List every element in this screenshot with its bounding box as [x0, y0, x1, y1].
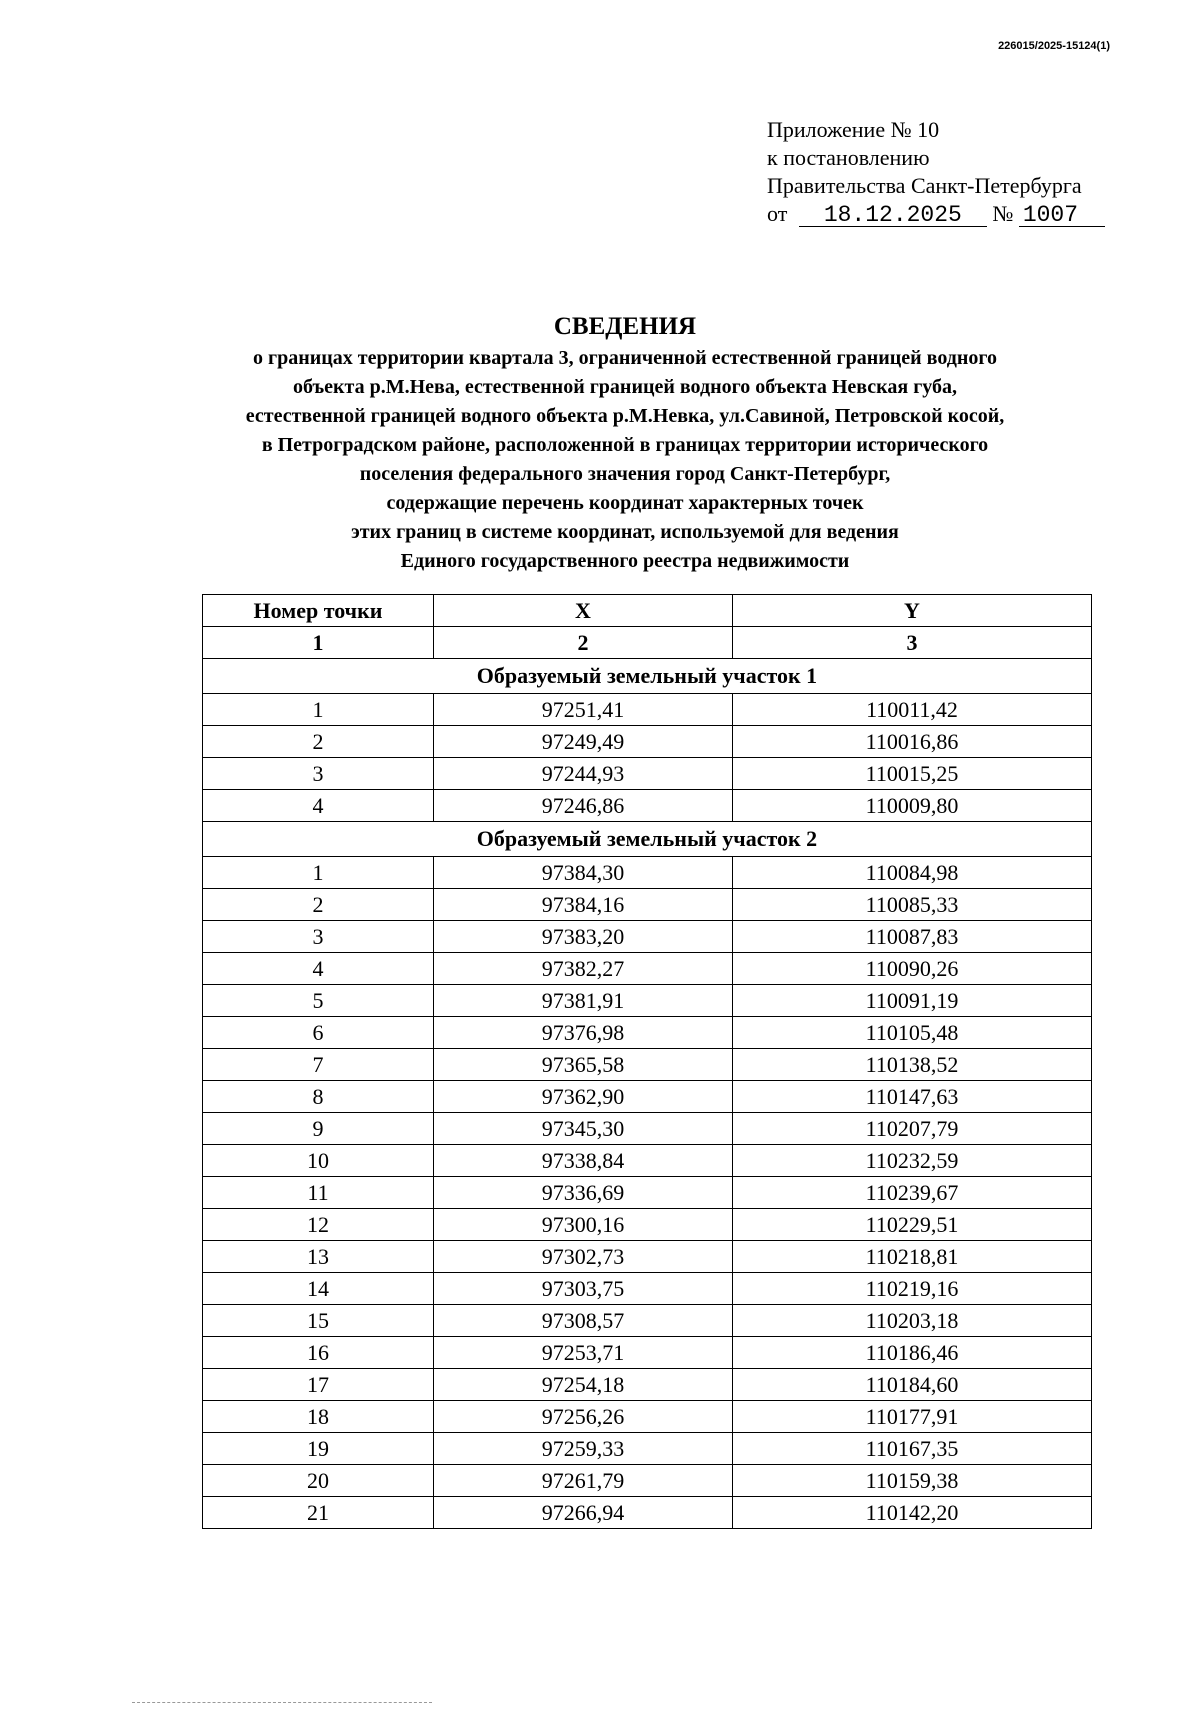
column-number: 2: [434, 627, 733, 659]
y-coordinate-cell: 110084,98: [733, 857, 1092, 889]
y-coordinate-cell: 110159,38: [733, 1465, 1092, 1497]
x-coordinate-cell: 97256,26: [434, 1401, 733, 1433]
y-coordinate-cell: 110207,79: [733, 1113, 1092, 1145]
x-coordinate-cell: 97383,20: [434, 921, 733, 953]
table-row: [203, 1017, 1092, 1049]
y-coordinate-cell: 110184,60: [733, 1369, 1092, 1401]
table-row: [203, 1401, 1092, 1433]
point-number-cell: 6: [203, 1017, 434, 1049]
x-coordinate-cell: 97336,69: [434, 1177, 733, 1209]
y-coordinate-cell: 110177,91: [733, 1401, 1092, 1433]
x-coordinate-cell: 97381,91: [434, 985, 733, 1017]
x-coordinate-cell: 97338,84: [434, 1145, 733, 1177]
table-row: [203, 1305, 1092, 1337]
title-line: о границах территории квартала 3, ограниченной естественной границей водного: [253, 347, 997, 369]
x-coordinate-cell: 97382,27: [434, 953, 733, 985]
x-coordinate-cell: 97302,73: [434, 1241, 733, 1273]
point-number-cell: 13: [203, 1241, 434, 1273]
table-header-row: [203, 595, 1092, 627]
appendix-block: [767, 116, 1105, 228]
section-row: [203, 659, 1092, 694]
table-row: [203, 921, 1092, 953]
y-coordinate-cell: 110091,19: [733, 985, 1092, 1017]
x-coordinate-cell: 97254,18: [434, 1369, 733, 1401]
appendix-date-line: [767, 200, 1105, 228]
x-coordinate-cell: 97362,90: [434, 1081, 733, 1113]
table-row: [203, 857, 1092, 889]
title-main: СВЕДЕНИЯ: [553, 313, 697, 340]
footer-divider: [132, 1702, 432, 1703]
point-number-cell: 11: [203, 1177, 434, 1209]
point-number-cell: 3: [203, 921, 434, 953]
y-coordinate-cell: 110229,51: [733, 1209, 1092, 1241]
header-point-number: Номер точки: [203, 595, 434, 627]
section-title: Образуемый земельный участок 1: [203, 659, 1092, 694]
appendix-authority: Правительства Санкт-Петербурга: [767, 173, 1082, 198]
point-number-cell: 21: [203, 1497, 434, 1529]
y-coordinate-cell: 110147,63: [733, 1081, 1092, 1113]
point-number-cell: 19: [203, 1433, 434, 1465]
y-coordinate-cell: 110090,26: [733, 953, 1092, 985]
table-row: [203, 1113, 1092, 1145]
point-number-cell: 15: [203, 1305, 434, 1337]
table-row: [203, 726, 1092, 758]
title-line: в Петроградском районе, расположенной в границах территории исторического: [261, 434, 989, 456]
point-number-cell: 1: [203, 857, 434, 889]
table-row: [203, 694, 1092, 726]
title-line: этих границ в системе координат, используемой для ведения: [351, 521, 899, 543]
table-row: [203, 953, 1092, 985]
table-row: [203, 790, 1092, 822]
x-coordinate-cell: 97253,71: [434, 1337, 733, 1369]
point-number-cell: 16: [203, 1337, 434, 1369]
y-coordinate-cell: 110186,46: [733, 1337, 1092, 1369]
header-y: Y: [733, 595, 1092, 627]
x-coordinate-cell: 97259,33: [434, 1433, 733, 1465]
y-coordinate-cell: 110218,81: [733, 1241, 1092, 1273]
y-coordinate-cell: 110009,80: [733, 790, 1092, 822]
appendix-reference: к постановлению: [767, 145, 930, 170]
x-coordinate-cell: 97244,93: [434, 758, 733, 790]
point-number-cell: 12: [203, 1209, 434, 1241]
x-coordinate-cell: 97300,16: [434, 1209, 733, 1241]
point-number-cell: 17: [203, 1369, 434, 1401]
y-coordinate-cell: 110015,25: [733, 758, 1092, 790]
point-number-cell: 7: [203, 1049, 434, 1081]
point-number-cell: 10: [203, 1145, 434, 1177]
table-body: [203, 659, 1092, 1529]
number-label: №: [992, 201, 1014, 226]
table-row: [203, 1433, 1092, 1465]
point-number-cell: 3: [203, 758, 434, 790]
point-number-cell: 5: [203, 985, 434, 1017]
header-x: X: [434, 595, 733, 627]
table-row: [203, 1081, 1092, 1113]
point-number-cell: 8: [203, 1081, 434, 1113]
document-title: [150, 312, 1100, 576]
x-coordinate-cell: 97345,30: [434, 1113, 733, 1145]
title-line: поселения федерального значения город Санкт-Петербург,: [359, 463, 891, 485]
y-coordinate-cell: 110105,48: [733, 1017, 1092, 1049]
table-row: [203, 1209, 1092, 1241]
title-line: Единого государственного реестра недвижимости: [400, 550, 850, 572]
x-coordinate-cell: 97308,57: [434, 1305, 733, 1337]
x-coordinate-cell: 97246,86: [434, 790, 733, 822]
x-coordinate-cell: 97365,58: [434, 1049, 733, 1081]
x-coordinate-cell: 97249,49: [434, 726, 733, 758]
title-line: естественной границей водного объекта р.М.Невка, ул.Савиной, Петровской косой,: [245, 405, 1005, 427]
x-coordinate-cell: 97266,94: [434, 1497, 733, 1529]
appendix-title: Приложение № 10: [767, 117, 940, 142]
y-coordinate-cell: 110239,67: [733, 1177, 1092, 1209]
column-number: 3: [733, 627, 1092, 659]
x-coordinate-cell: 97303,75: [434, 1273, 733, 1305]
point-number-cell: 2: [203, 726, 434, 758]
table-row: [203, 985, 1092, 1017]
x-coordinate-cell: 97261,79: [434, 1465, 733, 1497]
title-line: содержащие перечень координат характерных точек: [386, 492, 864, 514]
from-label: от: [767, 201, 788, 226]
y-coordinate-cell: 110138,52: [733, 1049, 1092, 1081]
table-row: [203, 1049, 1092, 1081]
decree-date: 18.12.2025: [799, 204, 987, 227]
point-number-cell: 9: [203, 1113, 434, 1145]
x-coordinate-cell: 97251,41: [434, 694, 733, 726]
table-row: [203, 1273, 1092, 1305]
coordinates-table: [202, 594, 1092, 1529]
table-row: [203, 1177, 1092, 1209]
point-number-cell: 4: [203, 790, 434, 822]
y-coordinate-cell: 110087,83: [733, 921, 1092, 953]
y-coordinate-cell: 110011,42: [733, 694, 1092, 726]
y-coordinate-cell: 110016,86: [733, 726, 1092, 758]
section-row: [203, 822, 1092, 857]
column-number: 1: [203, 627, 434, 659]
y-coordinate-cell: 110219,16: [733, 1273, 1092, 1305]
y-coordinate-cell: 110142,20: [733, 1497, 1092, 1529]
x-coordinate-cell: 97376,98: [434, 1017, 733, 1049]
y-coordinate-cell: 110203,18: [733, 1305, 1092, 1337]
document-id: 226015/2025-15124(1): [998, 40, 1110, 52]
point-number-cell: 1: [203, 694, 434, 726]
decree-number: 1007: [1019, 204, 1105, 227]
title-line: объекта р.М.Нева, естественной границей водного объекта Невская губа,: [292, 376, 958, 398]
y-coordinate-cell: 110167,35: [733, 1433, 1092, 1465]
point-number-cell: 20: [203, 1465, 434, 1497]
table-row: [203, 1337, 1092, 1369]
point-number-cell: 2: [203, 889, 434, 921]
point-number-cell: 14: [203, 1273, 434, 1305]
table-row: [203, 758, 1092, 790]
section-title: Образуемый земельный участок 2: [203, 822, 1092, 857]
table-row: [203, 1241, 1092, 1273]
y-coordinate-cell: 110085,33: [733, 889, 1092, 921]
column-number-row: [203, 627, 1092, 659]
x-coordinate-cell: 97384,30: [434, 857, 733, 889]
table-row: [203, 1465, 1092, 1497]
table-row: [203, 1369, 1092, 1401]
point-number-cell: 4: [203, 953, 434, 985]
x-coordinate-cell: 97384,16: [434, 889, 733, 921]
table-row: [203, 1145, 1092, 1177]
table-row: [203, 1497, 1092, 1529]
table-row: [203, 889, 1092, 921]
y-coordinate-cell: 110232,59: [733, 1145, 1092, 1177]
point-number-cell: 18: [203, 1401, 434, 1433]
